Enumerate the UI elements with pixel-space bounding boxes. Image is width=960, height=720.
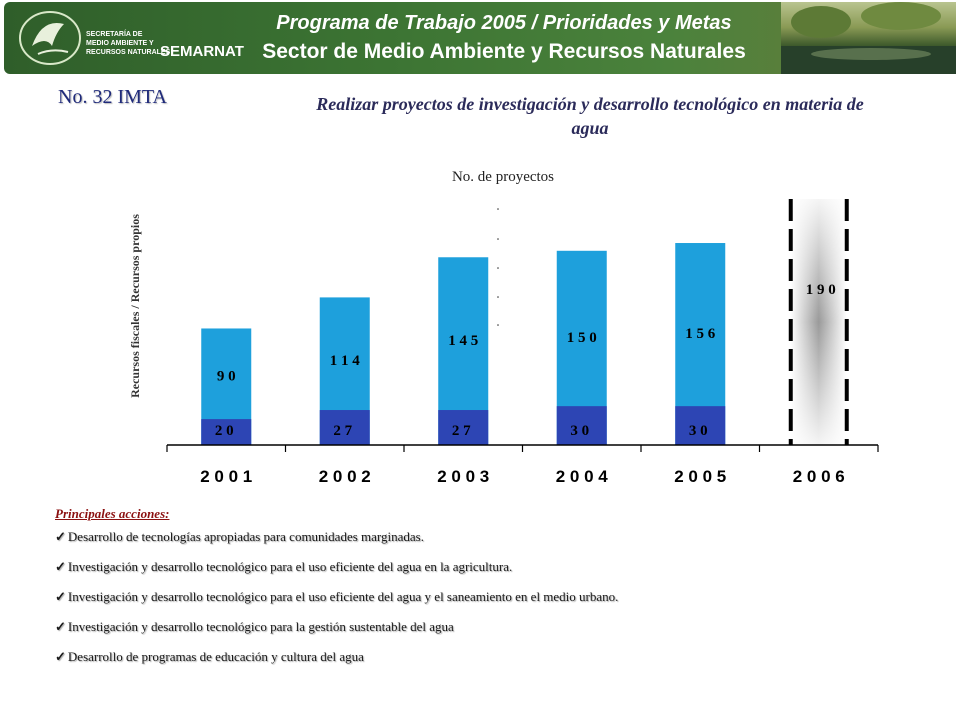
action-item — [55, 619, 618, 649]
svg-text:SECRETARÍA DE: SECRETARÍA DE — [86, 31, 143, 38]
lower-data-label: 2 0 — [214, 423, 234, 439]
checkmark-icon: ✓ — [55, 529, 66, 544]
total-data-label: 9 0 — [216, 368, 236, 385]
svg-text:MEDIO AMBIENTE Y: MEDIO AMBIENTE Y — [86, 40, 154, 47]
svg-text:RECURSOS NATURALES: RECURSOS NATURALES — [86, 49, 171, 56]
marker-dot — [497, 238, 499, 240]
total-data-label: 1 1 4 — [329, 353, 360, 370]
action-item-text: Investigación y desarrollo tecnológico para el uso eficiente del agua y el saneamiento en el medio urbano. — [67, 589, 619, 604]
logo-brand-text: SEMARNAT — [160, 43, 244, 60]
lower-data-label: 2 7 — [451, 423, 471, 439]
total-data-label: 1 5 0 — [566, 329, 597, 346]
lower-data-label: 2 7 — [333, 423, 353, 439]
action-item-text: Desarrollo de programas de educación y cultura del agua — [67, 649, 364, 664]
checkmark-icon: ✓ — [55, 559, 66, 574]
checkmark-icon: ✓ — [55, 589, 66, 604]
x-tick-label: 2 0 0 6 — [792, 467, 845, 486]
action-item — [55, 559, 618, 589]
total-data-label: 1 5 6 — [685, 326, 716, 343]
action-item-text: Investigación y desarrollo tecnológico para el uso eficiente del agua en la agricultura. — [67, 559, 513, 574]
checkmark-icon: ✓ — [55, 649, 66, 664]
marker-dot — [497, 208, 499, 210]
marker-dot — [497, 267, 499, 269]
action-item — [55, 529, 618, 559]
checkmark-icon: ✓ — [55, 619, 66, 634]
y-axis-label: Recursos fiscales / Recursos propios — [128, 214, 142, 398]
header-title: Programa de Trabajo 2005 / Prioridades y Metas — [276, 12, 732, 34]
x-tick-label: 2 0 0 5 — [674, 467, 727, 486]
x-tick-label: 2 0 0 1 — [200, 467, 253, 486]
actions-title: Principales acciones: — [55, 506, 170, 521]
target-data-label: 1 9 0 — [805, 282, 836, 298]
chart-title: No. de proyectos — [451, 169, 555, 185]
actions-section — [55, 506, 618, 679]
action-item — [55, 589, 618, 619]
action-item-text: Investigación y desarrollo tecnológico para la gestión sustentable del agua — [67, 619, 454, 634]
goal-text: Realizar proyectos de investigación y desarrollo tecnológico en materia de agua — [316, 94, 864, 138]
lower-data-label: 3 0 — [688, 423, 708, 439]
total-data-label: 1 4 5 — [448, 333, 479, 350]
action-item — [55, 649, 618, 679]
x-tick-label: 2 0 0 2 — [318, 467, 371, 486]
marker-dot — [497, 324, 499, 326]
bar-target-shading — [791, 199, 847, 445]
x-tick-label: 2 0 0 4 — [555, 467, 608, 486]
action-item-text: Desarrollo de tecnologías apropiadas para comunidades marginadas. — [67, 529, 424, 544]
header-subtitle: Sector de Medio Ambiente y Recursos Naturales — [262, 40, 746, 63]
marker-dot — [497, 296, 499, 298]
program-label: No. 32 IMTA — [58, 86, 167, 108]
x-tick-label: 2 0 0 3 — [437, 467, 490, 486]
lower-data-label: 3 0 — [570, 423, 590, 439]
actions-list — [55, 529, 618, 679]
